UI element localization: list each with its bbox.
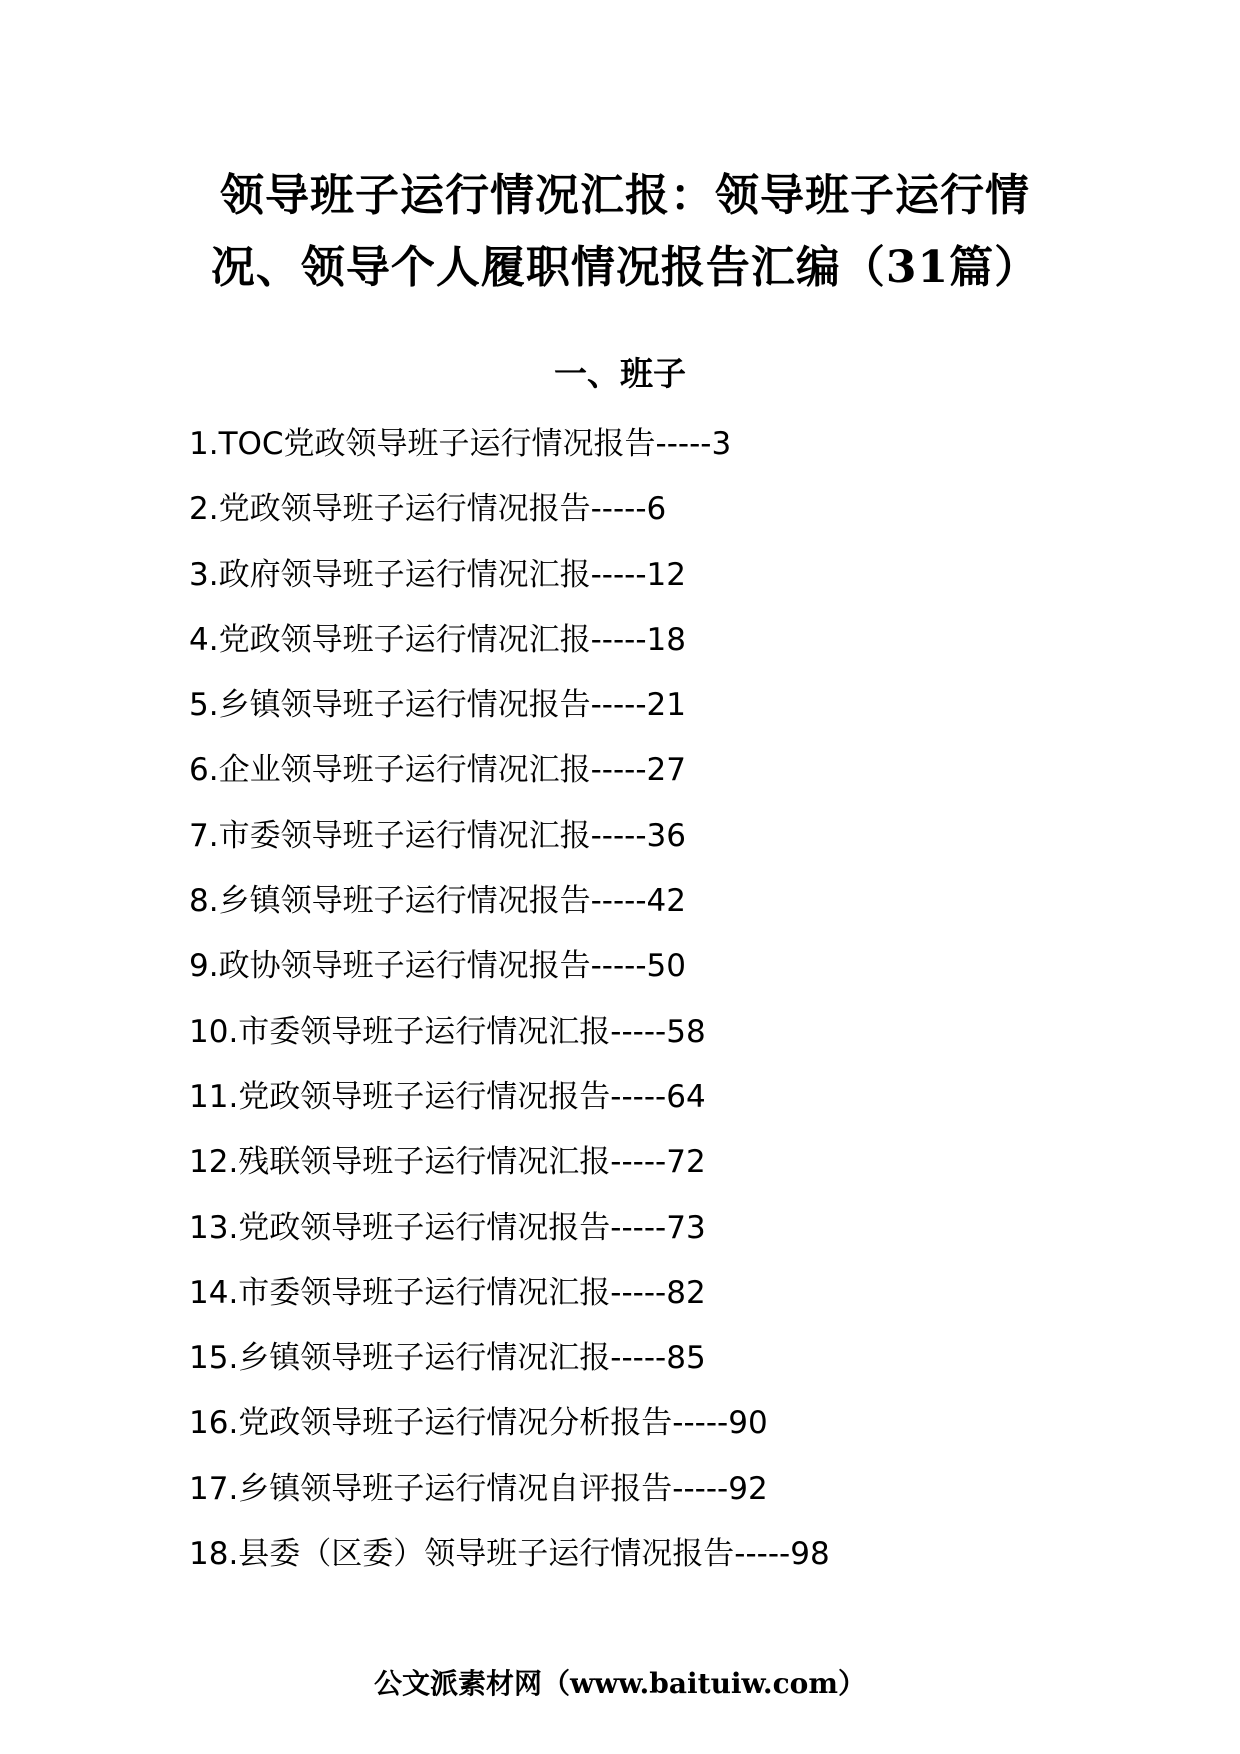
toc-entry[interactable]: 11.党政领导班子运行情况报告-----64 — [189, 1078, 706, 1115]
toc-entry[interactable]: 14.市委领导班子运行情况汇报-----82 — [189, 1274, 706, 1311]
table-of-contents — [189, 412, 830, 1587]
toc-entry[interactable]: 10.市委领导班子运行情况汇报-----58 — [189, 1013, 706, 1050]
page-footer: 公文派素材网（www.baituiw.com） — [374, 1667, 866, 1700]
toc-entry[interactable]: 12.残联领导班子运行情况汇报-----72 — [189, 1144, 706, 1181]
document-title-line-2: 况、领导个人履职情况报告汇编（31篇） — [210, 242, 1040, 293]
toc-entry[interactable]: 9.政协领导班子运行情况报告-----50 — [189, 948, 686, 985]
toc-entry[interactable]: 2.党政领导班子运行情况报告-----6 — [189, 491, 667, 528]
section-heading: 一、班子 — [554, 354, 686, 393]
document-title-line-1: 领导班子运行情况汇报：领导班子运行情 — [220, 170, 1030, 221]
toc-entry[interactable]: 17.乡镇领导班子运行情况自评报告-----92 — [189, 1470, 768, 1507]
toc-entry[interactable]: 16.党政领导班子运行情况分析报告-----90 — [189, 1405, 768, 1442]
toc-entry[interactable]: 5.乡镇领导班子运行情况报告-----21 — [189, 687, 686, 724]
toc-entry[interactable]: 4.党政领导班子运行情况汇报-----18 — [189, 621, 686, 658]
toc-entry[interactable]: 3.政府领导班子运行情况汇报-----12 — [189, 556, 686, 593]
document-title — [190, 160, 1060, 304]
toc-entry[interactable]: 1.TOC党政领导班子运行情况报告-----3 — [189, 426, 732, 462]
toc-entry[interactable]: 6.企业领导班子运行情况汇报-----27 — [189, 752, 686, 789]
toc-entry[interactable]: 7.市委领导班子运行情况汇报-----36 — [189, 817, 686, 854]
toc-entry[interactable]: 15.乡镇领导班子运行情况汇报-----85 — [189, 1340, 706, 1377]
toc-entry[interactable]: 18.县委（区委）领导班子运行情况报告-----98 — [189, 1536, 830, 1573]
toc-entry[interactable]: 8.乡镇领导班子运行情况报告-----42 — [189, 883, 686, 920]
toc-entry[interactable]: 13.党政领导班子运行情况报告-----73 — [189, 1209, 706, 1246]
